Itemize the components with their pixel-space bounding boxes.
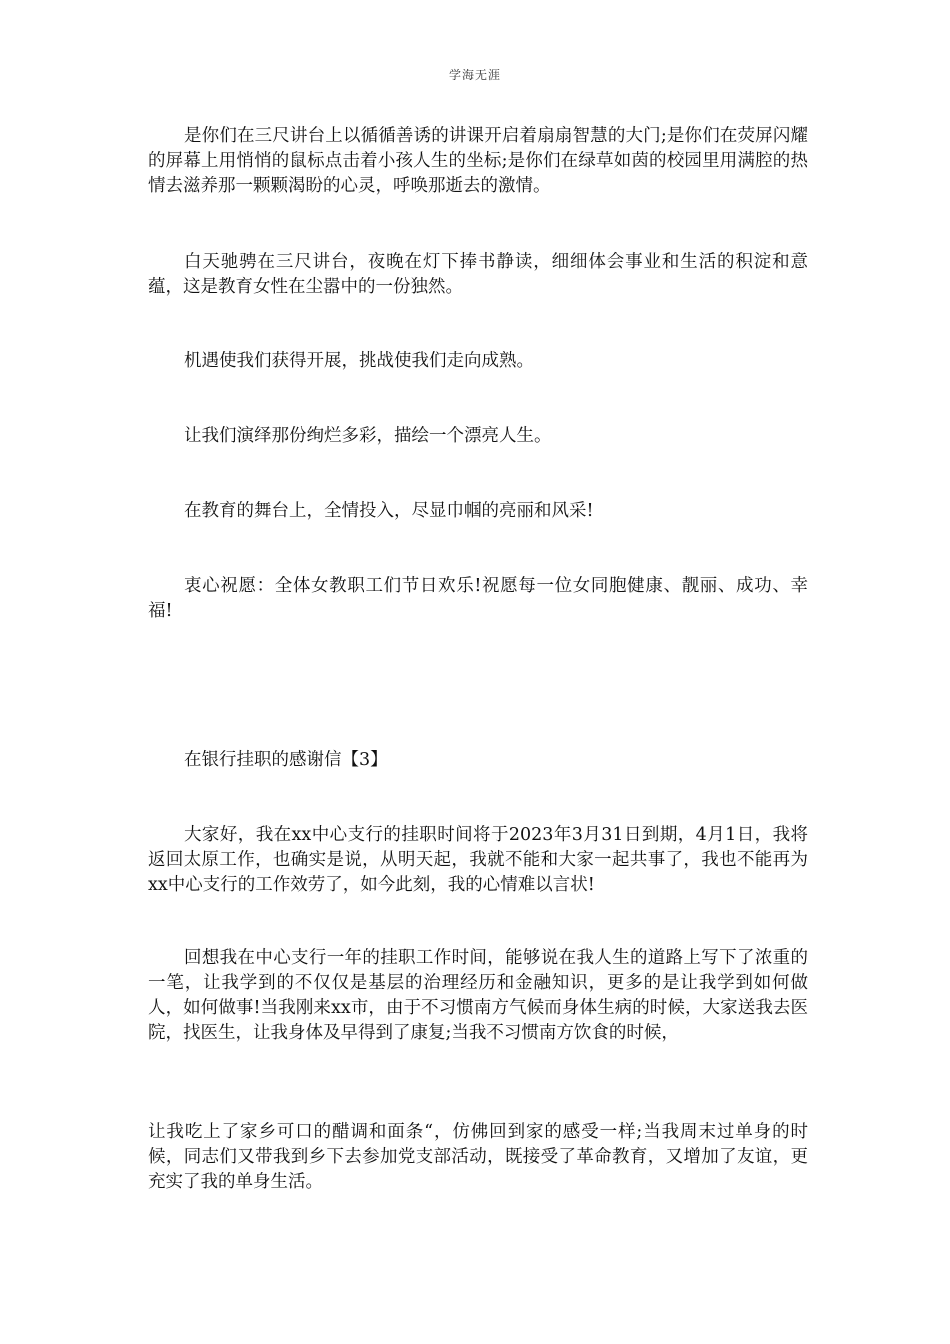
page-header: 学海无涯 (448, 68, 501, 82)
letter-paragraph-1: 大家好，我在xx中心支行的挂职时间将于2023年3月31日到期，4月1日，我将返回太原工作，也确实是说，从明天起，我就不能和大家一起共事了，我也不能再为xx中心支行的工作效劳了，如今此刻，我的心情难以言状! (148, 825, 808, 895)
paragraph-2: 白天驰骋在三尺讲台，夜晚在灯下捧书静读，细细体会事业和生活的积淀和意蕴，这是教育女性在尘嚣中的一份独然。 (148, 252, 808, 297)
paragraph-3: 机遇使我们获得开展，挑战使我们走向成熟。 (184, 351, 534, 371)
letter-paragraph-3: 让我吃上了家乡可口的醋调和面条“，仿佛回到家的感受一样;当我周末过单身的时候，同志们又带我到乡下去参加党支部活动，既接受了革命教育，又增加了友谊，更充实了我的单身生活。 (148, 1122, 808, 1192)
paragraph-5: 在教育的舞台上，全情投入，尽显巾帼的亮丽和风采! (184, 501, 594, 521)
paragraph-6: 衷心祝愿：全体女教职工们节日欢乐!祝愿每一位女同胞健康、靓丽、成功、幸福! (148, 576, 808, 621)
paragraph-4: 让我们演绎那份绚烂多彩，描绘一个漂亮人生。 (184, 426, 552, 446)
letter-paragraph-2: 回想我在中心支行一年的挂职工作时间，能够说在我人生的道路上写下了浓重的一笔，让我学到的不仅仅是基层的治理经历和金融知识，更多的是让我学到如何做人，如何做事!当我刚来xx市，由于不习惯南方气候而身体生病的时候，大家送我去医院，找医生，让我身体及早得到了康复;当我不习惯南方饮食的时候， (148, 948, 808, 1043)
section-title: 在银行挂职的感谢信【3】 (184, 750, 388, 770)
paragraph-1: 是你们在三尺讲台上以循循善诱的讲课开启着扇扇智慧的大门;是你们在荧屏闪耀的屏幕上用悄悄的鼠标点击着小孩人生的坐标;是你们在绿草如茵的校园里用满腔的热情去滋养那一颗颗渴盼的心灵，呼唤那逝去的激情。 (148, 126, 808, 196)
